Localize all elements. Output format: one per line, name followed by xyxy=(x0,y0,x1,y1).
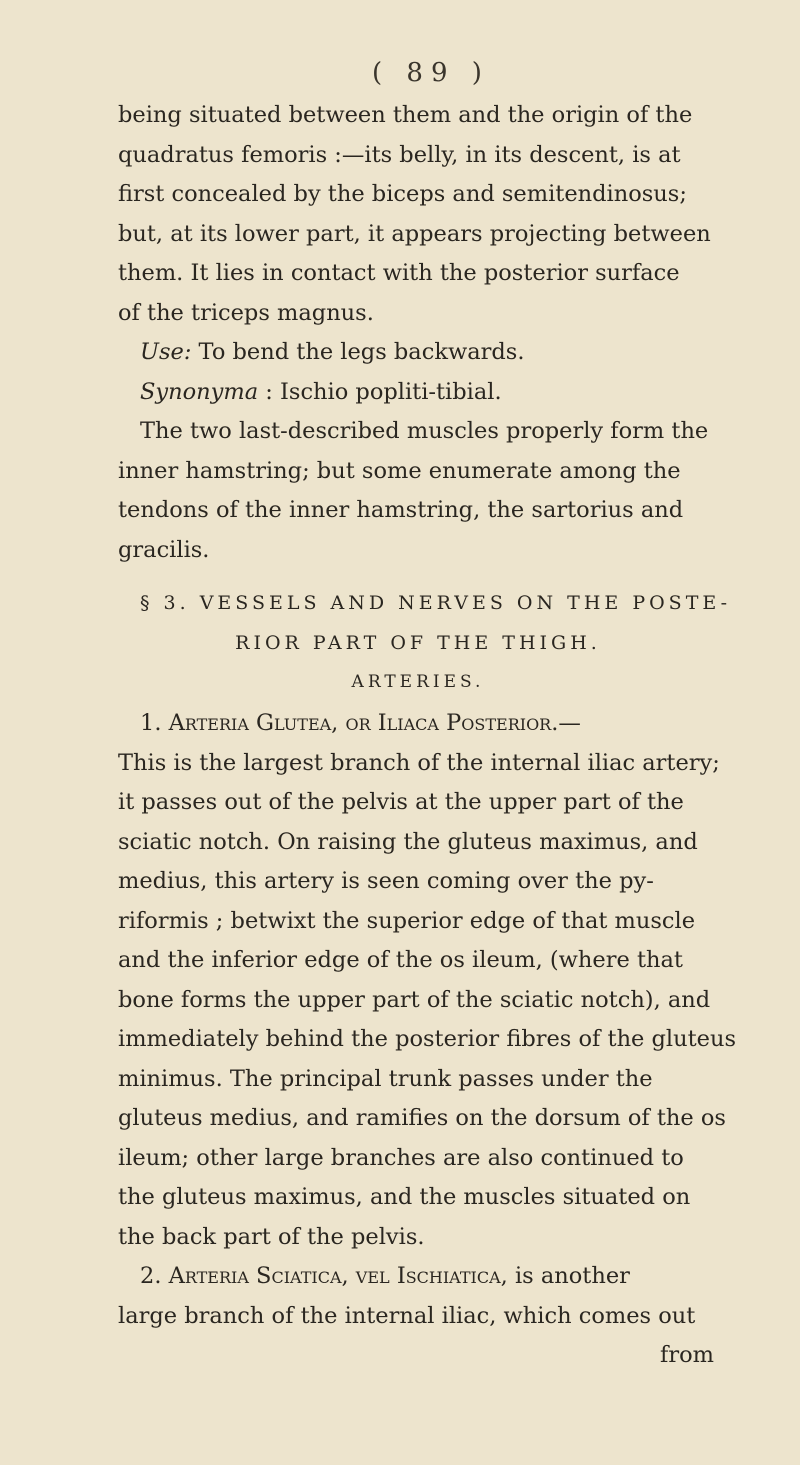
text-line: sciatic notch. On raising the gluteus maximus, and xyxy=(118,828,698,855)
synonyma-line xyxy=(118,373,718,413)
section-heading-line: RIOR PART OF THE THIGH. xyxy=(235,631,601,654)
text-line: The two last-described muscles properly form the xyxy=(140,418,709,444)
section-heading xyxy=(118,584,732,703)
text-line: the back part of the pelvis. xyxy=(118,1223,425,1250)
artery-title: 2. Arteria Sciatica, vel Ischiatica, xyxy=(140,1263,508,1289)
artery-title: 1. Arteria Glutea, or Iliaca Posterior.— xyxy=(140,710,581,736)
arteries-text xyxy=(118,704,737,1376)
body-text xyxy=(118,96,718,570)
text-fragment: is another xyxy=(507,1263,630,1289)
text-line: minimus. The principal trunk passes under the xyxy=(118,1065,653,1092)
text-line: This is the largest branch of the internal iliac artery; xyxy=(118,749,720,776)
synonyma-label: Synonyma xyxy=(140,378,259,405)
text-line: medius, this artery is seen coming over the py- xyxy=(118,868,654,894)
arteries-subheading: ARTERIES. xyxy=(351,672,485,692)
text-line: first concealed by the biceps and semitendinosus; xyxy=(118,181,687,207)
artery-2-line xyxy=(118,1257,718,1297)
text-line: immediately behind the posterior fibres of the gluteus xyxy=(118,1026,737,1052)
text-line: riformis ; betwixt the superior edge of that muscle xyxy=(118,907,696,934)
section-heading-line: § 3. VESSELS AND NERVES ON THE POSTE- xyxy=(140,592,732,614)
page-number: ( 89 ) xyxy=(372,58,490,88)
use-text: To bend the legs backwards. xyxy=(191,339,525,365)
use-line xyxy=(118,333,718,373)
text-line: of the triceps magnus. xyxy=(118,299,374,326)
text-line: it passes out of the pelvis at the upper part of the xyxy=(118,789,684,815)
catchword: from xyxy=(660,1342,714,1368)
use-label: Use: xyxy=(140,339,192,365)
text-line: and the inferior edge of the os ileum, (where that xyxy=(118,947,683,973)
text-line: gluteus medius, and ramifies on the dorsum of the os xyxy=(118,1105,726,1131)
text-line: being situated between them and the origin of the xyxy=(118,102,693,128)
text-line: quadratus femoris :—its belly, in its descent, is at xyxy=(118,141,681,168)
text-line: gracilis. xyxy=(118,536,210,563)
text-line: tendons of the inner hamstring, the sartorius and xyxy=(118,497,684,523)
text-line: inner hamstring; but some enumerate among the xyxy=(118,457,681,484)
text-line: bone forms the upper part of the sciatic notch), and xyxy=(118,986,711,1013)
text-line: but, at its lower part, it appears projecting between xyxy=(118,220,711,247)
text-line: the gluteus maximus, and the muscles situated on xyxy=(118,1184,691,1210)
text-line: large branch of the internal iliac, which comes out xyxy=(118,1302,696,1329)
text-line: them. It lies in contact with the posterior surface xyxy=(118,260,680,286)
synonyma-text: : Ischio popliti-tibial. xyxy=(258,378,502,405)
text-line: ileum; other large branches are also continued to xyxy=(118,1144,684,1171)
